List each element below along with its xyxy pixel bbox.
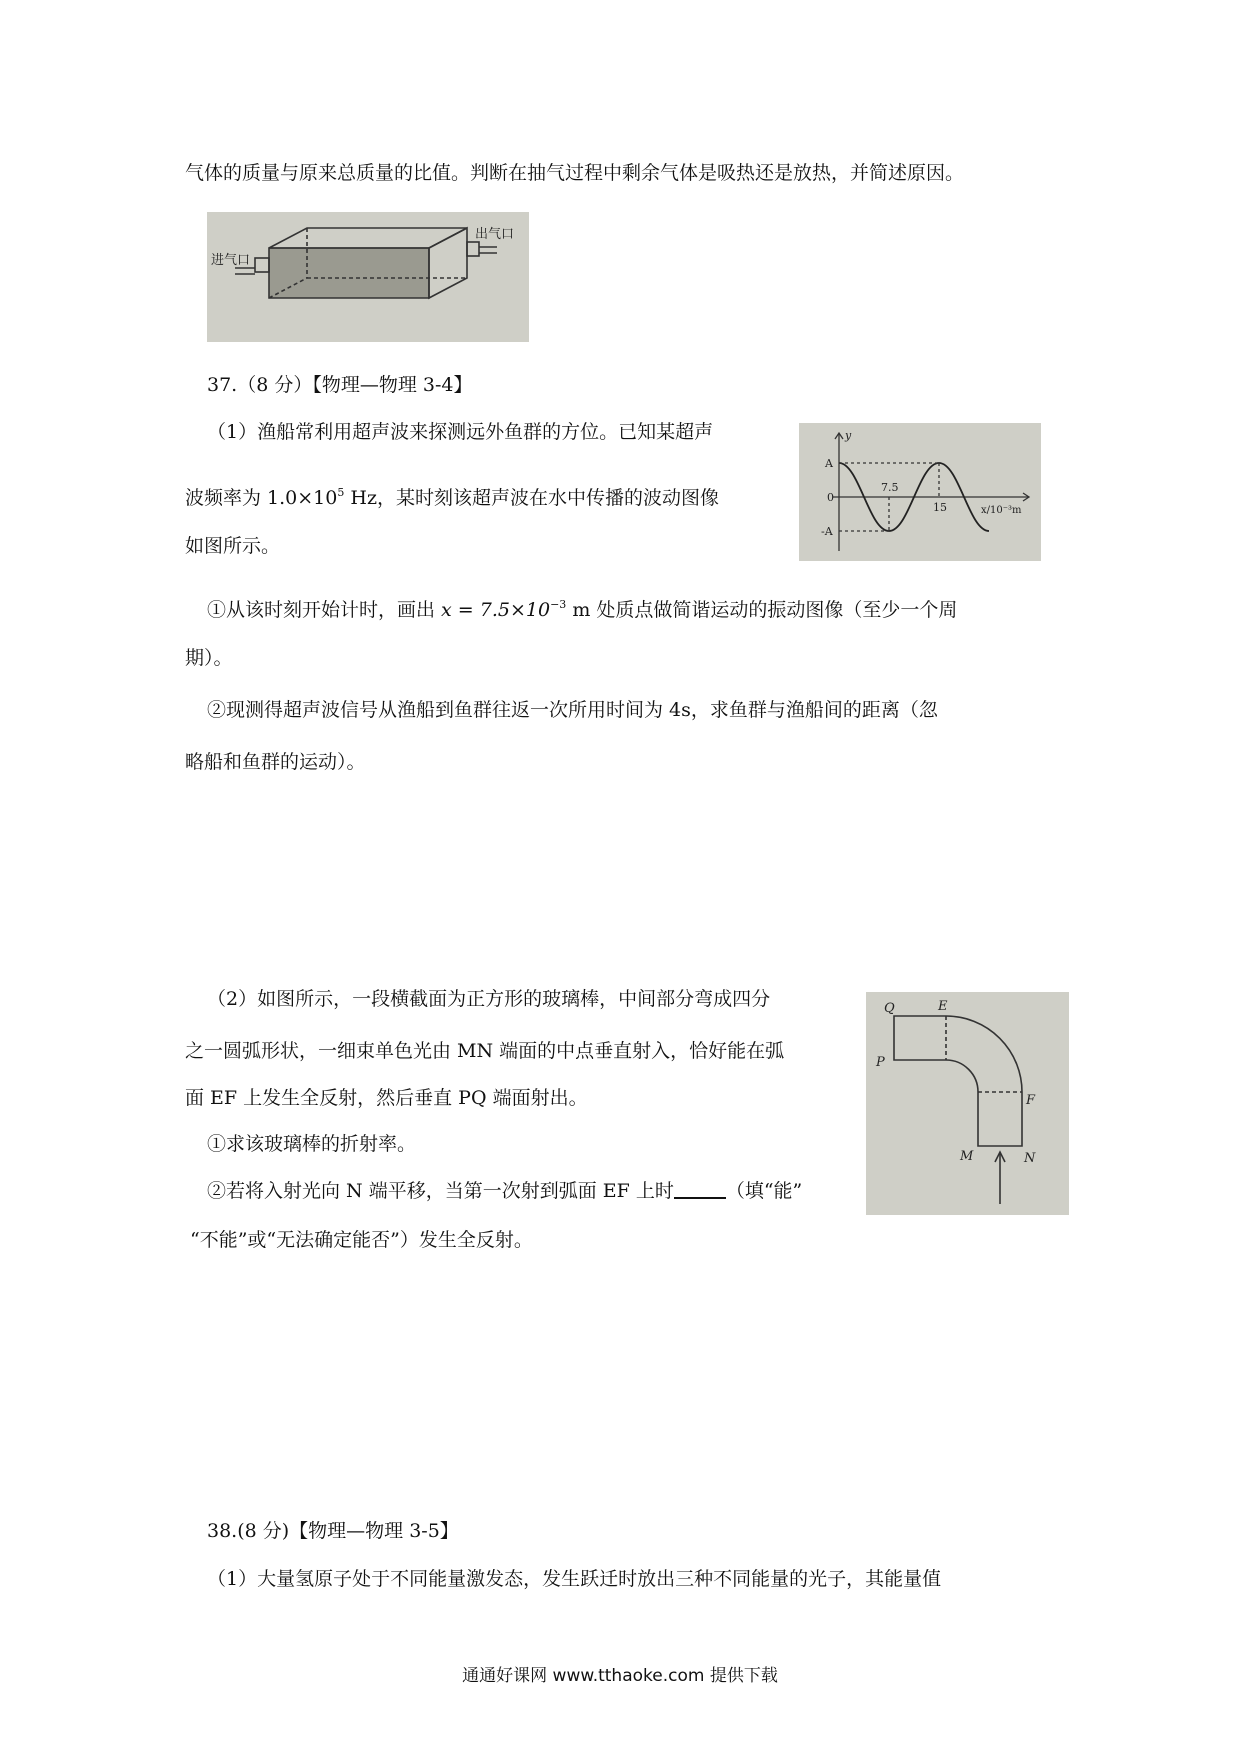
q37-p1-line3: 如图所示。 xyxy=(185,535,281,557)
outlet-label: 出气口 xyxy=(475,227,515,242)
wave-y-label: y xyxy=(845,429,852,442)
q37-p2-sub1: ①求该玻璃棒的折射率。 xyxy=(207,1133,417,1155)
q37-p1-sub1-line2: 期）。 xyxy=(185,647,233,669)
intro-line: 气体的质量与原来总质量的比值。判断在抽气过程中剩余气体是吸热还是放热，并简述原因。 xyxy=(185,162,965,184)
inlet-label: 进气口 xyxy=(211,253,251,268)
q37-p1-line2: 波频率为 $1.0\times 10^5$ Hz，某时刻该超声波在水中传播的波动图像 xyxy=(185,486,719,509)
q37-p2-line3: 面 EF 上发生全反射，然后垂直 PQ 端面射出。 xyxy=(185,1087,588,1109)
glass-rod-figure xyxy=(866,992,1069,1215)
answer-blank[interactable] xyxy=(674,1179,726,1199)
q37-p2-sub2-line2: “不能”或“无法确定能否”）发生全反射。 xyxy=(190,1229,533,1251)
wave-tick-1: 7.5 xyxy=(881,481,899,494)
wave-figure xyxy=(799,423,1041,561)
q37-header: 37.（8 分）【物理—物理 3-4】 xyxy=(207,374,473,396)
rod-label-e: E xyxy=(938,999,948,1014)
wave-amp-pos: A xyxy=(825,457,833,470)
q37-p2-sub2: ②若将入射光向 N 端平移，当第一次射到弧面 EF 上时 （填“能” xyxy=(207,1180,803,1202)
wave-origin: 0 xyxy=(827,491,834,504)
rod-label-q: Q xyxy=(884,1001,895,1016)
q38-header: 38.(8 分)【物理—物理 3-5】 xyxy=(207,1520,459,1542)
wave-tick-2: 15 xyxy=(933,501,947,514)
gas-box-figure xyxy=(207,212,529,342)
wave-x-label: x/10⁻³m xyxy=(981,505,1022,516)
q38-line1: （1）大量氢原子处于不同能量激发态，发生跃迁时放出三种不同能量的光子，其能量值 xyxy=(207,1568,942,1590)
page-footer: 通通好课网 www.tthaoke.com 提供下载 xyxy=(462,1666,778,1686)
rod-label-n: N xyxy=(1024,1151,1036,1166)
q37-p2-line2: 之一圆弧形状，一细束单色光由 MN 端面的中点垂直射入，恰好能在弧 xyxy=(185,1040,785,1062)
rod-label-f: F xyxy=(1026,1093,1036,1108)
q37-p2-line1: （2）如图所示，一段横截面为正方形的玻璃棒，中间部分弯成四分 xyxy=(207,988,771,1010)
q37-p1-sub2-line1: ②现测得超声波信号从渔船到鱼群往返一次所用时间为 4s，求鱼群与渔船间的距离（忽 xyxy=(207,699,938,721)
rod-label-p: P xyxy=(876,1055,885,1070)
q37-p1-sub1: ①从该时刻开始计时，画出 $x = 7.5\times 10^{-3}$ m 处质点做简谐运动的振动图像（至少一个周 xyxy=(207,598,958,621)
rod-label-m: M xyxy=(960,1149,974,1164)
q37-p1-line1: （1）渔船常利用超声波来探测远外鱼群的方位。已知某超声 xyxy=(207,421,714,443)
q37-p1-sub2-line2: 略船和鱼群的运动）。 xyxy=(185,751,366,773)
wave-amp-neg: -A xyxy=(821,525,833,538)
